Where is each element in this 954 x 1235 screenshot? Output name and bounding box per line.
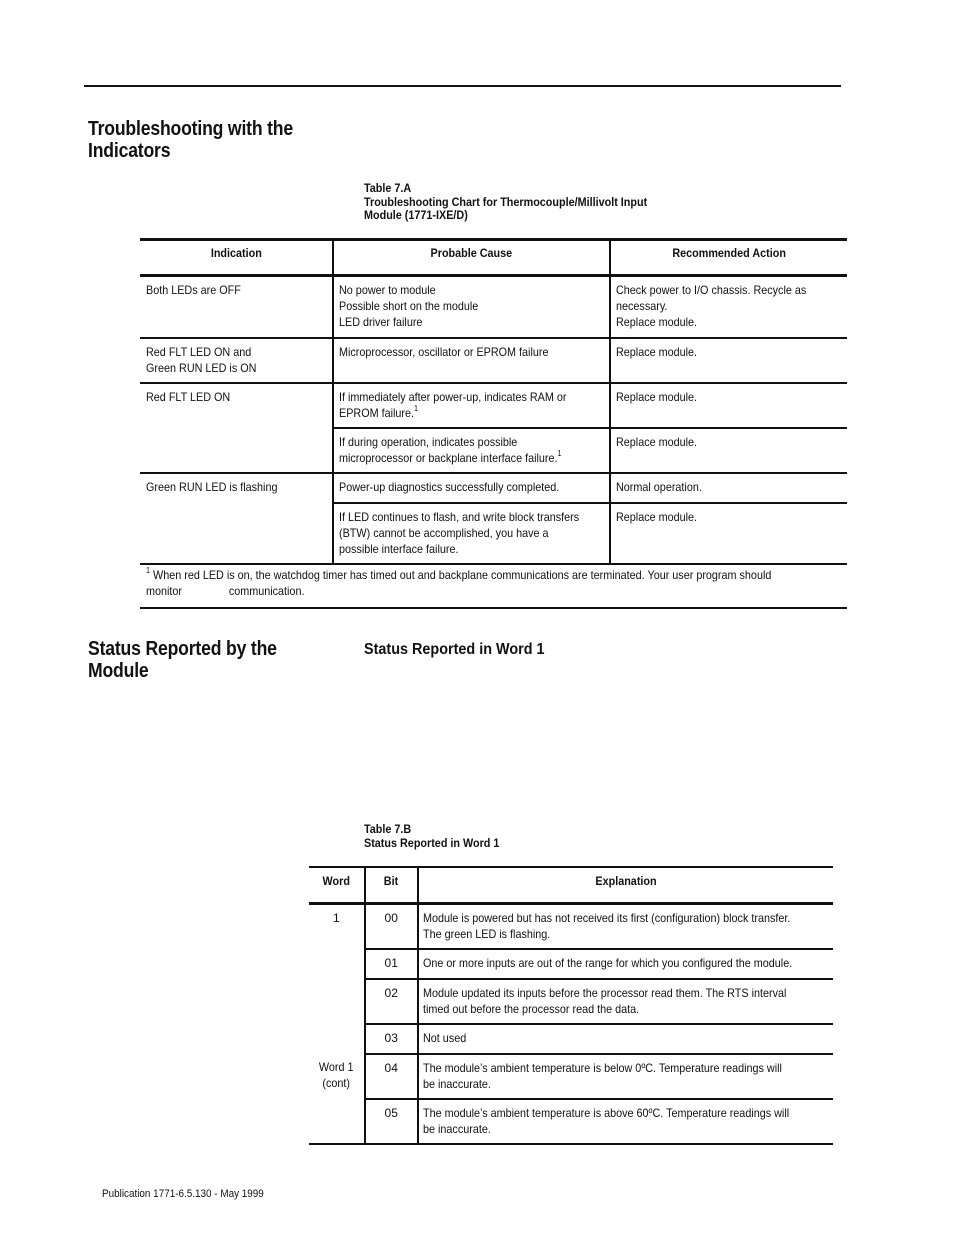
table-row: 01 One or more inputs are out of the range for which you configured the module. [309,949,833,979]
column-header-bit: Bit [384,874,399,888]
subsection-title-word1: Status Reported in Word 1 [364,641,545,658]
section-title-troubleshooting: Troubleshooting with the Indicators [88,118,294,162]
table-a-caption: Table 7.A Troubleshooting Chart for Thermocouple/Millivolt Input Module (1771-IXE/D) [364,181,648,222]
table-row: Both LEDs are OFF No power to module Possible short on the module LED driver failure Check power to I/O chassis. Recycle as necessary. Replace module. [140,276,847,338]
column-header-word: Word [322,874,351,888]
table-row: If LED continues to flash, and write block transfers (BTW) cannot be accomplished, you have a possible interface failure. Replace module. [140,503,847,564]
table-row: 02 Module updated its inputs before the processor read them. The RTS interval timed out before the processor read the data. [309,979,833,1024]
table-row: Red FLT LED ON If immediately after power-up, indicates RAM or EPROM failure.$^1$ Replace module. [140,383,847,428]
top-rule [84,85,841,87]
column-header-explanation: Explanation [595,874,657,888]
table-row: 05 The module’s ambient temperature is above 60ºC. Temperature readings will be inaccurate. [309,1099,833,1144]
column-header-recommended-action: Recommended Action [672,246,786,260]
table-row: 1 00 Module is powered but has not received its first (configuration) block transfer. The green LED is flashing. [309,904,833,949]
table-footnote: $^1$ When red LED is on, the watchdog timer has timed out and backplane communications are terminated. Your user program should monitor communication. [140,564,847,608]
column-header-indication: Indication [210,246,262,260]
table-b-caption: Table 7.B Status Reported in Word 1 [364,822,500,850]
table-row: Red FLT LED ON and Green RUN LED is ON Microprocessor, oscillator or EPROM failure Replace module. [140,338,847,383]
publication-footer: Publication 1771-6.5.130 - May 1999 [102,1188,264,1200]
table-row: 03 Not used [309,1024,833,1054]
troubleshooting-table [140,238,847,609]
table-row: If during operation, indicates possible microprocessor or backplane interface failure.$^1$ Replace module. [140,428,847,473]
table-row: Green RUN LED is flashing Power-up diagnostics successfully completed. Normal operation. [140,473,847,503]
column-header-probable-cause: Probable Cause [430,246,513,260]
status-table [309,866,833,1145]
table-row: Word 1 (cont) 04 The module’s ambient temperature is below 0ºC. Temperature readings will be inaccurate. [309,1054,833,1099]
section-title-status: Status Reported by the Module [88,638,277,682]
